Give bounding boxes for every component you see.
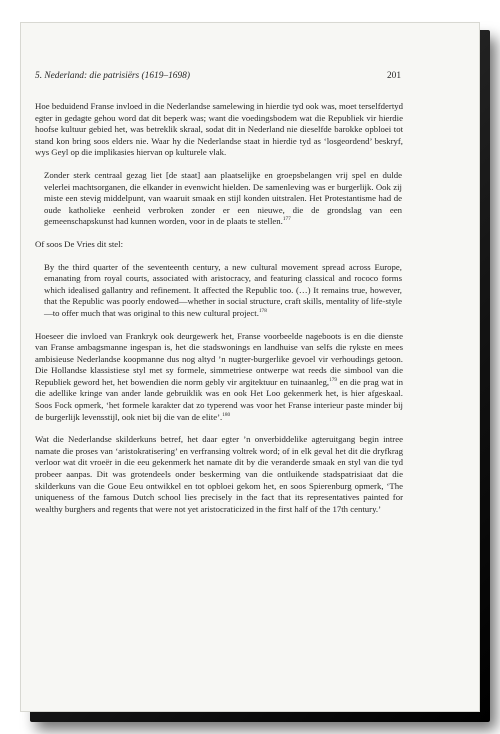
running-header: [35, 71, 401, 82]
paragraph-text: en die prag wat in die adellike kringe van ander lande gebruiklik was en ook Het Loo gekenmerk het, is hier afgeskaal. Soos Fock opmerk, ‘het formele karakter dat zo typerend was voor het Franse interieur paste minder bij de burgerlijk levensstijl, ook niet bij die van de elite’.: [35, 376, 403, 422]
paragraph-de-vries-intro: Of soos De Vries dit stel:: [35, 238, 124, 249]
paragraph-painting: Wat die Nederlandse skilderkuns betref, het daar egter ’n onverbiddelike agteruitgang begin intree namate die proses van ‘aristokratisering’ en verfransing voltrek word; of in elk geval het dit die dryfkrag verloor wat dit vroeër in die eeu gekenmerk het namate dit by die veranderde smaak en styl van die tyd probeer aanpas. Dit was grotendeels onder beskerming van die ontluikende stadspatrisiaat dat die skilderkuns van die Goue Eeu ontwikkel en tot opbloei gekom het, en soos Spierenburg opmerk, ‘The uniqueness of the famous Dutch school lies precisely in the fact that its representatives painted for wealthy burghers and regents that were not yet aristocraticized in the first half of the 17th century.’: [35, 434, 403, 514]
footnote-marker: 177: [282, 216, 291, 223]
block-quote-de-vries: [44, 262, 402, 320]
footnote-marker: 178: [258, 308, 267, 314]
book-page: [20, 22, 480, 712]
footnote-marker: 180: [222, 411, 231, 418]
page-number: 201: [386, 71, 401, 81]
page-body: [35, 101, 403, 515]
paragraph-intro: Hoe beduidend Franse invloed in die Nederlandse samelewing in hierdie tyd ook was, moet terselfdertyd egter in gedagte gehou word dat dit beperk was; want die voedingsbodem wat die Republiek vir hierdie hoofse kultuur gebied het, was betreklik skraal, sodat dit in Nederland nie dieselfde barokke opbloei tot stand kon bring soos elders nie. Waar hy die Nederlandse staat in hierdie tyd as ‘losgeordend’ beskryf, wys Geyl op die implikasies hiervan op kulturele vlak.: [35, 101, 403, 158]
footnote-marker: 179: [329, 376, 338, 383]
paragraph-french-influence: [35, 331, 403, 424]
paragraph-text: Hoeseer die invloed van Frankryk ook deurgewerk het, Franse voorbeelde nageboots is en die dienste van Franse ambagsmanne ingespan is, het die stadswonings en landhuise van selfs die rykste en mees ambisieuse Nederlandse koopmanne dus nog altyd ’n nugter-burgerlike gevoel vir verhoudings getoon. Die Hollandse klassistiese styl met sy formele, simmetriese ontwerpe wat reeds die simbool van die Republiek geword het, het bowendien die norm gebly vir argitektuur en tuinaanleg,: [35, 330, 403, 387]
quote-text: By the third quarter of the seventeenth century, a new cultural movement spread across Europe, emanating from royal courts, associated with aristocracy, and featuring classical and rococo forms which idealised gallantry and refinement. It affected the Republic too. (…) It remains true, however, that the Republic was poorly endowed—whether in social structure, craft skills, mentality of life-style—to offer much that was original to this new cultural project.: [44, 261, 402, 318]
quote-text: Zonder sterk centraal gezag liet [de staat] aan plaatselijke en groepsbelangen vrij spel en dulde velerlei machtsorganen, die elkander in evenwicht hielden. De samenleving was er burgerlijk. Ook zij miste een stevig middelpunt, van waaruit smaak en stijl konden uitstralen. Het Protestantisme had de oude katholieke eenheid verbroken zonder er een nieuwe, die de grondslag van een gemeenschapskunst had kunnen worden, voor in de plaats te stellen.: [44, 169, 402, 227]
chapter-title: 5. Nederland: die patrisiërs (1619–1698): [35, 71, 190, 81]
block-quote-geyl: [44, 170, 402, 228]
